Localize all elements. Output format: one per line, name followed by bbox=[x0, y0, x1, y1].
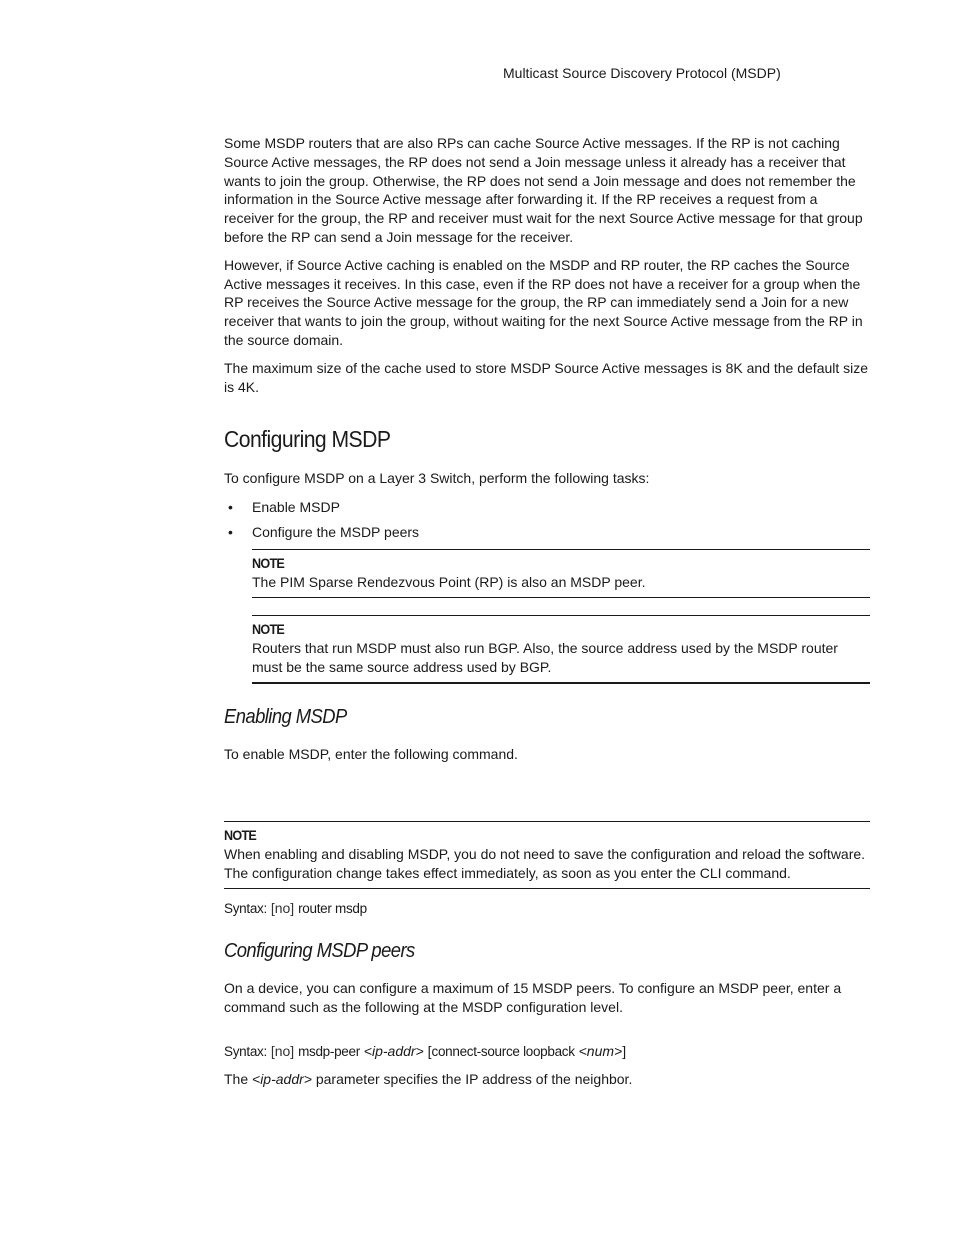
list-item bbox=[224, 523, 870, 541]
task-list bbox=[224, 498, 870, 541]
syntax-bracket-close: ] bbox=[622, 1042, 627, 1059]
subsection-heading-enabling-msdp: Enabling MSDP bbox=[224, 705, 347, 728]
syntax-label: Syntax: bbox=[224, 900, 267, 916]
syntax-param-ip-addr: <ip-addr> bbox=[363, 1042, 424, 1059]
list-item bbox=[224, 498, 870, 516]
note-bgp-requirement bbox=[252, 615, 870, 684]
param-desc-prefix: The bbox=[224, 1070, 253, 1087]
param-desc-ip-addr: <ip-addr> bbox=[252, 1070, 312, 1087]
syntax-msdp-peer bbox=[224, 1042, 870, 1061]
bullet-icon: • bbox=[228, 499, 233, 516]
subsection-heading-configuring-peers: Configuring MSDP peers bbox=[224, 939, 415, 962]
intro-paragraph-2: However, if Source Active caching is enabled on the MSDP and RP router, the RP caches the Source Active messages it receives. In this case, even if the RP does not have a receiver for a group when the RP receives the Source Active message for the group, the RP can immediately send a Join for a new receiver that wants to join the group, without waiting for the next Source Active message from the RP in the source domain. bbox=[224, 256, 863, 348]
note-label: NOTE bbox=[252, 555, 285, 572]
syntax-label: Syntax: bbox=[224, 1043, 267, 1059]
enabling-lead-text: To enable MSDP, enter the following command. bbox=[224, 745, 518, 762]
note-label: NOTE bbox=[224, 827, 257, 844]
syntax-router-msdp bbox=[224, 899, 870, 918]
configuring-lead-text: To configure MSDP on a Layer 3 Switch, perform the following tasks: bbox=[224, 470, 650, 487]
note-rp-peer bbox=[252, 549, 870, 598]
note-no-reload bbox=[224, 821, 870, 889]
section-heading-configuring-msdp: Configuring MSDP bbox=[224, 426, 391, 453]
task-label: Enable MSDP bbox=[252, 499, 340, 516]
note-text: When enabling and disabling MSDP, you do not need to save the configuration and reload the software. The configuration change takes effect immediately, as soon as you enter the CLI command. bbox=[224, 846, 866, 882]
running-header: Multicast Source Discovery Protocol (MSDP) bbox=[503, 65, 781, 81]
param-description bbox=[224, 1070, 870, 1089]
page-content bbox=[224, 134, 870, 1088]
task-label: Configure the MSDP peers bbox=[252, 524, 420, 541]
intro-paragraph-1: Some MSDP routers that are also RPs can cache Source Active messages. If the RP is not caching Source Active messages, the RP does not send a Join message unless it already has a receiver that wants to join the group. Otherwise, the RP does not send a Join message and does not remember the information in the Source Active message after forwarding it. If the RP receives a request from a receiver for the group, the RP and receiver must wait for the next Source Active message for that group before the RP can send a Join message for the receiver. bbox=[224, 135, 863, 245]
param-desc-suffix: parameter specifies the IP address of the neighbor. bbox=[311, 1070, 633, 1087]
note-label: NOTE bbox=[252, 620, 285, 637]
intro-paragraph-3: The maximum size of the cache used to store MSDP Source Active messages is 8K and the default size is 4K. bbox=[224, 359, 869, 395]
syntax-option-connect-source: connect-source loopback bbox=[431, 1043, 575, 1059]
syntax-optional-no: [no] bbox=[270, 899, 295, 916]
syntax-command: msdp-peer bbox=[298, 1043, 360, 1059]
syntax-param-num: <num> bbox=[578, 1042, 623, 1059]
peers-lead-text: On a device, you can configure a maximum of 15 MSDP peers. To configure an MSDP peer, enter a command such as the following at the MSDP configuration level. bbox=[224, 979, 842, 1015]
bullet-icon: • bbox=[228, 524, 233, 541]
syntax-command: router msdp bbox=[298, 900, 367, 916]
syntax-optional-no: [no] bbox=[270, 1042, 295, 1059]
note-text: The PIM Sparse Rendezvous Point (RP) is also an MSDP peer. bbox=[252, 574, 646, 591]
syntax-bracket-open: [ bbox=[427, 1042, 432, 1059]
note-text: Routers that run MSDP must also run BGP. Also, the source address used by the MSDP router must be the same source address used by BGP. bbox=[252, 639, 838, 675]
